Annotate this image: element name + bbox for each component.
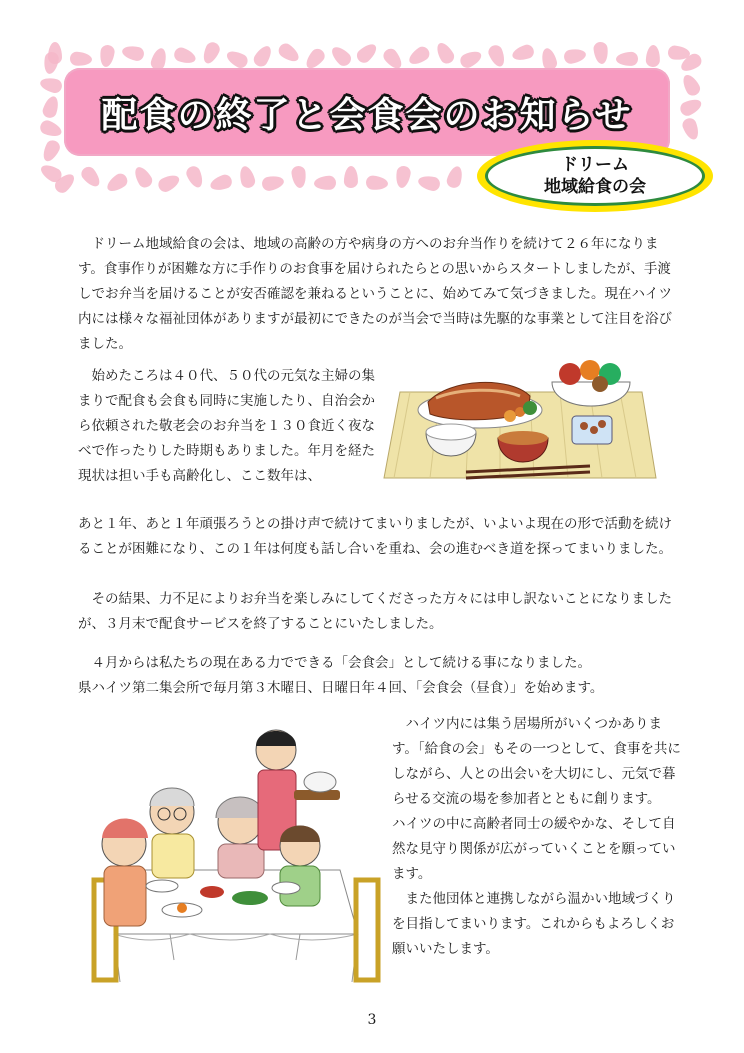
sakura-petal xyxy=(510,43,535,63)
sakura-petal xyxy=(38,118,64,139)
sakura-petal xyxy=(224,48,250,71)
sakura-petal xyxy=(344,166,358,188)
history-paragraph-part1: 始めたころは４０代、５０代の元気な主婦の集まりで配食も会食も同時に実施したり、自治会から依頼された敬老会のお弁当を１３０食近く夜なべで作ったりした時期もありました。年月を経た現状は担い手も高齢化し、ここ数年は、 xyxy=(78,368,375,484)
sakura-petal xyxy=(681,116,702,142)
header-banner xyxy=(42,38,702,198)
sakura-petal xyxy=(261,174,285,192)
sakura-petal xyxy=(593,41,609,64)
badge-line-2: 地域給食の会 xyxy=(544,177,646,197)
sakura-petal xyxy=(458,48,484,70)
closing-paragraph xyxy=(392,712,684,962)
sakura-petal xyxy=(40,138,62,164)
sakura-petal xyxy=(41,94,61,119)
sakura-petal xyxy=(314,175,337,190)
sakura-petal xyxy=(354,40,380,65)
closing-text-c: また他団体と連携しながら温かい地域づくりを目指してまいります。これからもよろしくお願いいたします。 xyxy=(392,891,676,957)
intro-paragraph: ドリーム地域給食の会は、地域の高齢の方や病身の方へのお弁当作りを続けて２６年になります。食事作りが困難な方に手作りのお食事を届けられたらとの思いからスタートしましたが、手渡しでお弁当を届けることが安否確認を兼ねるということに、始めてみて気づきました。現在ハイツ内には様々な福祉団体がありますが最初にできたのが当会で当時は先駆的な事業として注目を浴びました。 xyxy=(78,236,672,352)
sakura-petal xyxy=(433,40,456,66)
sakura-petal xyxy=(445,164,465,189)
result-paragraph: その結果、力不足によりお弁当を楽しみにしてくださった方々には申し訳ないことになりましたが、３月末で配食サービスを終了することにいたしました。 xyxy=(78,591,672,632)
sakura-petal xyxy=(417,174,442,193)
meal-tray-illustration xyxy=(380,352,662,492)
announcement-paragraph xyxy=(78,651,682,701)
sakura-petal xyxy=(291,165,308,189)
sakura-petal xyxy=(678,96,704,118)
sakura-petal xyxy=(563,47,587,65)
sakura-petal xyxy=(616,52,638,67)
sakura-petal xyxy=(208,173,233,193)
sakura-petal xyxy=(99,44,116,68)
sakura-petal xyxy=(328,43,354,68)
sakura-petal xyxy=(276,41,302,65)
sakura-petal xyxy=(406,44,432,68)
closing-text-a: ハイツ内には集う居場所がいくつかあります。「給食の会」もその一つとして、食事を共にしながら、人との出会いを大切にし、元気で暮らせる交流の場を参加者とともに創ります。 xyxy=(392,716,681,807)
announcement-line-1: ４月からは私たちの現在ある力でできる「会食会」として続ける事になりました。 xyxy=(91,655,591,671)
sakura-petal xyxy=(121,44,145,62)
sakura-petal xyxy=(251,43,275,69)
sakura-petal xyxy=(172,46,197,67)
announcement-line-2: 県ハイツ第二集会所で毎月第３木曜日、日曜日年４回、「会食会（昼食）」を始めます。 xyxy=(78,680,604,696)
history-paragraph-part2: あと１年、あと１年頑張ろうとの掛け声で続けてまいりましたが、いよいよ現在の形で活動を続けることが困難になり、この１年は何度も話し合いを重ね、会の進むべき道を探ってまいりました。 xyxy=(78,516,672,557)
sakura-petal xyxy=(79,164,104,190)
sakura-petal xyxy=(486,43,507,69)
organization-badge xyxy=(477,140,713,212)
sakura-petal xyxy=(42,51,60,75)
badge-line-1: ドリーム xyxy=(561,155,629,175)
sakura-petal xyxy=(184,164,205,190)
closing-text-b: ハイツの中に高齢者同士の緩やかな、そして自然な見守り関係が広がっていくことを願っています。 xyxy=(392,816,676,882)
sakura-petal xyxy=(39,76,64,95)
sakura-petal xyxy=(365,175,388,191)
sakura-petal xyxy=(156,172,182,194)
sakura-petal xyxy=(70,51,93,67)
sakura-petal xyxy=(200,40,222,66)
sakura-petal xyxy=(680,72,703,98)
sakura-petal xyxy=(646,45,661,67)
page-title: 配食の終了と会食会のお知らせ xyxy=(101,94,633,136)
sakura-petal xyxy=(104,171,130,195)
page-number: 3 xyxy=(367,1012,377,1028)
group-dining-illustration xyxy=(90,720,388,992)
sakura-petal xyxy=(394,165,411,189)
sakura-petal xyxy=(131,164,154,190)
sakura-petal xyxy=(237,165,256,190)
